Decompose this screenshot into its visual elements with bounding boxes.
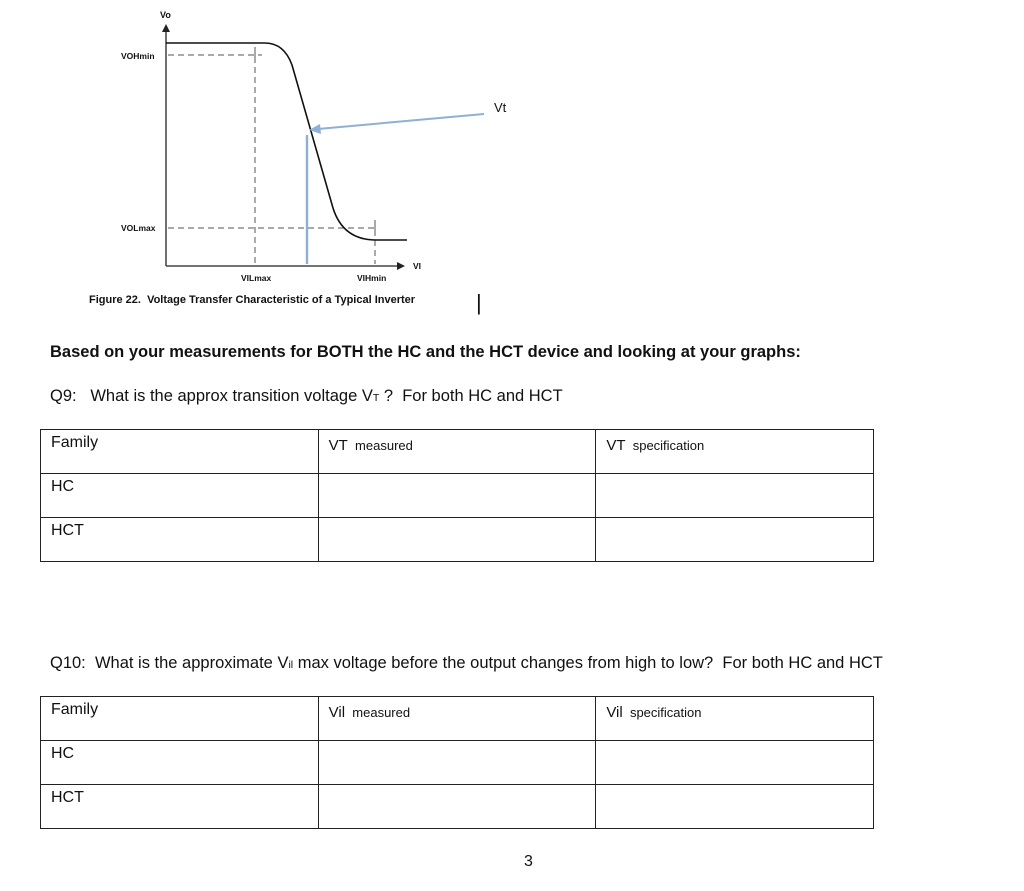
- question-9: [50, 387, 563, 406]
- table-row: [41, 518, 874, 562]
- transfer-curve: [166, 43, 407, 240]
- table-header-row: [41, 430, 874, 474]
- family-cell: HC: [41, 741, 319, 785]
- header-vil-measured: [318, 697, 596, 741]
- q9-prefix: Q9: What is the approx transition voltage V: [50, 387, 373, 405]
- figure-caption: Figure 22. Voltage Transfer Characteristic of a Typical Inverter: [89, 294, 416, 306]
- header-vt-symbol: VT: [328, 437, 348, 454]
- header-family: Family: [41, 430, 319, 474]
- measured-input-cell[interactable]: [318, 474, 596, 518]
- family-cell: HCT: [41, 785, 319, 829]
- voh-label: VOHmin: [121, 51, 155, 61]
- vol-label: VOLmax: [121, 223, 156, 233]
- measured-input-cell[interactable]: [318, 518, 596, 562]
- spec-input-cell[interactable]: [596, 518, 874, 562]
- q10-suffix: max voltage before the output changes from high to low? For both HC and HCT: [293, 654, 883, 672]
- q10-prefix: Q10: What is the approximate V: [50, 654, 289, 672]
- header-family: Family: [41, 697, 319, 741]
- text-cursor-mark: |: [476, 290, 482, 315]
- vt-arrow-line: [318, 114, 484, 129]
- page-number: 3: [524, 853, 533, 870]
- header-vil-symbol: Vil: [606, 704, 623, 721]
- spec-input-cell[interactable]: [596, 474, 874, 518]
- x-axis-arrow: [397, 262, 405, 270]
- vi-label: VI: [413, 261, 422, 271]
- q9-subscript: T: [372, 392, 380, 404]
- instructions-heading: Based on your measurements for BOTH the HC and the HCT device and looking at your graphs:: [50, 343, 801, 361]
- table-row: [41, 741, 874, 785]
- family-cell: HCT: [41, 518, 319, 562]
- table-header-row: [41, 697, 874, 741]
- measured-input-cell[interactable]: [318, 785, 596, 829]
- header-measured-text: measured: [347, 438, 413, 453]
- header-vil-symbol: Vil: [328, 704, 346, 721]
- vo-label: Vo: [160, 10, 171, 20]
- header-vt-measured: [318, 430, 596, 474]
- vt-label: Vt: [494, 100, 507, 115]
- measured-input-cell[interactable]: [318, 741, 596, 785]
- table-row: [41, 785, 874, 829]
- vih-label: VIHmin: [357, 273, 387, 283]
- q9-table: [40, 429, 874, 562]
- table-row: [41, 474, 874, 518]
- q10-subscript: il: [288, 659, 294, 671]
- spec-input-cell[interactable]: [596, 741, 874, 785]
- header-vt-specification: [596, 430, 874, 474]
- header-specification-text: specification: [625, 438, 705, 453]
- y-axis-arrow: [162, 24, 170, 32]
- transfer-characteristic-figure: [0, 0, 560, 330]
- family-cell: HC: [41, 474, 319, 518]
- header-specification-text: specification: [622, 705, 702, 720]
- question-10: [50, 654, 883, 673]
- q9-suffix: ? For both HC and HCT: [379, 387, 563, 405]
- spec-input-cell[interactable]: [596, 785, 874, 829]
- header-measured-text: measured: [345, 705, 411, 720]
- q10-table: [40, 696, 874, 829]
- header-vt-symbol: VT: [606, 437, 626, 454]
- header-vil-specification: [596, 697, 874, 741]
- vil-label: VILmax: [241, 273, 272, 283]
